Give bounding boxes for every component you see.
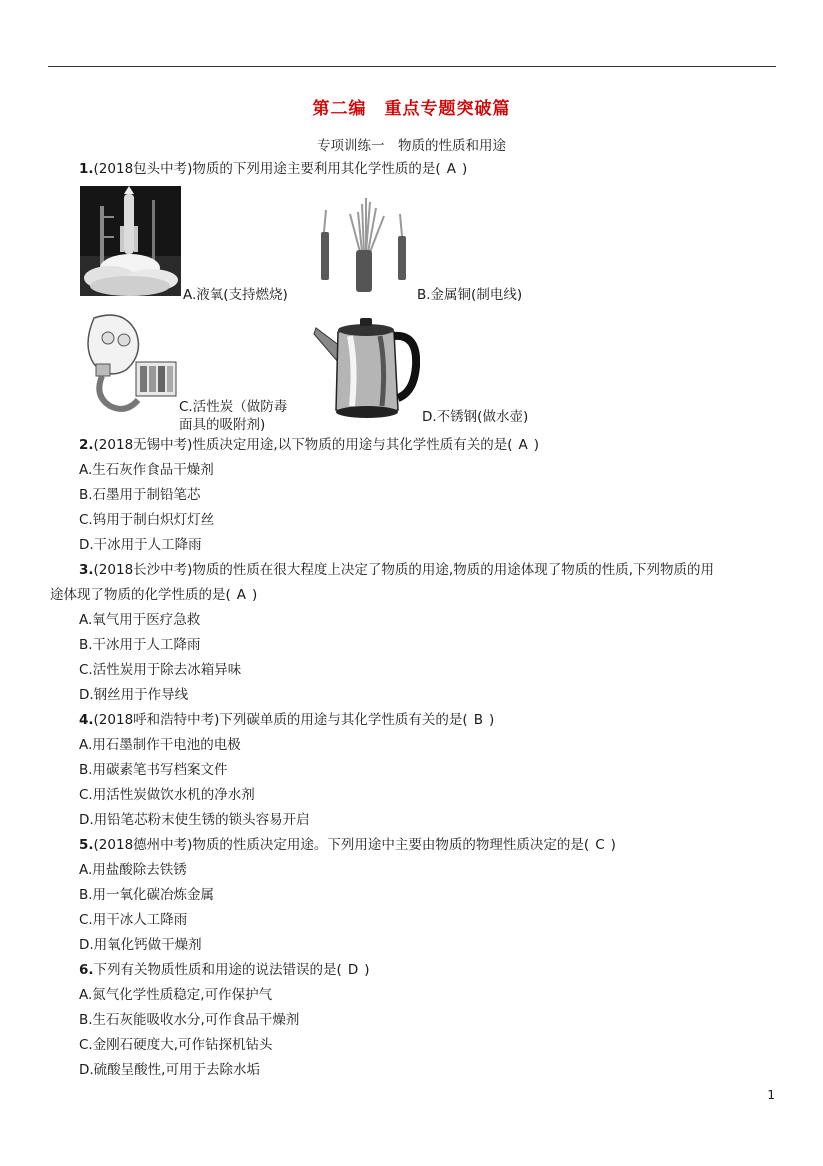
question-number: 5. — [79, 837, 94, 853]
question-2: 2.(2018无锡中考)性质决定用途,以下物质的用途与其化学性质有关的是( A ) — [79, 437, 540, 453]
option: D.用氧化钙做干燥剂 — [79, 937, 202, 953]
option: A.用盐酸除去铁锈 — [79, 862, 187, 878]
option: A.氮气化学性质稳定,可作保护气 — [79, 987, 273, 1003]
answer-letter: A — [518, 437, 528, 453]
option: D.干冰用于人工降雨 — [79, 537, 202, 553]
page-number: 1 — [767, 1088, 775, 1102]
page-title: 第二编 重点专题突破篇 — [312, 99, 511, 119]
option: B.石墨用于制铅笔芯 — [79, 487, 201, 503]
question-text: (2018德州中考)物质的性质决定用途。下列用途中主要由物质的物理性质决定的是( — [93, 837, 590, 853]
header-rule — [48, 66, 776, 67]
question-number: 6. — [79, 962, 94, 978]
option: C.钨用于制白炽灯灯丝 — [79, 512, 215, 528]
question-number: 2. — [79, 437, 94, 453]
copper-wire-image — [314, 192, 414, 296]
caption-c — [179, 398, 287, 434]
option: B.生石灰能吸收水分,可作食品干燥剂 — [79, 1012, 300, 1028]
option: D.硫酸呈酸性,可用于去除水垢 — [79, 1062, 260, 1078]
question-text: (2018包头中考)物质的下列用途主要利用其化学性质的是( — [93, 161, 441, 177]
caption-c-line-2: 面具的吸附剂) — [179, 417, 266, 433]
question-number: 4. — [79, 712, 94, 728]
option: A.用石墨制作干电池的电极 — [79, 737, 241, 753]
rocket-launch-image — [80, 186, 181, 296]
question-text: 下列有关物质性质和用途的说法错误的是( — [93, 962, 342, 978]
question-6: 6.下列有关物质性质和用途的说法错误的是( D ) — [79, 962, 370, 978]
question-number: 1. — [79, 161, 94, 177]
answer-letter: C — [595, 837, 605, 853]
caption-c-line-1: C.活性炭（做防毒 — [179, 399, 288, 415]
option: A.氧气用于医疗急救 — [79, 612, 201, 628]
answer-letter: B — [473, 712, 483, 728]
caption-b: B.金属铜(制电线) — [417, 287, 523, 303]
question-5: 5.(2018德州中考)物质的性质决定用途。下列用途中主要由物质的物理性质决定的是( C ) — [79, 837, 616, 853]
caption-d: D.不锈钢(做水壶) — [422, 409, 529, 425]
question-3-continued: 途体现了物质的化学性质的是( A ) — [50, 587, 258, 603]
answer-letter: D — [347, 962, 359, 978]
kettle-image — [310, 306, 420, 424]
option: D.用铅笔芯粉末使生锈的锁头容易开启 — [79, 812, 310, 828]
option: D.钢丝用于作导线 — [79, 687, 189, 703]
question-1: 1.(2018包头中考)物质的下列用途主要利用其化学性质的是( A ) — [79, 161, 468, 177]
section-subtitle: 专项训练一 物质的性质和用途 — [317, 138, 506, 154]
option: B.用碳素笔书写档案文件 — [79, 762, 228, 778]
question-3 — [79, 561, 714, 579]
option: C.活性炭用于除去冰箱异味 — [79, 662, 242, 678]
option: A.生石灰作食品干燥剂 — [79, 462, 214, 478]
option: C.金刚石硬度大,可作钻探机钻头 — [79, 1037, 273, 1053]
answer-letter: A — [446, 161, 456, 177]
option: B.干冰用于人工降雨 — [79, 637, 201, 653]
caption-a: A.液氧(支持燃烧) — [183, 287, 288, 303]
gas-mask-image — [80, 310, 182, 414]
question-text: (2018长沙中考)物质的性质在很大程度上决定了物质的用途,物质的用途体现了物质的性质,下列物质的用 — [93, 562, 715, 578]
question-text: (2018呼和浩特中考)下列碳单质的用途与其化学性质有关的是( — [93, 712, 468, 728]
option: B.用一氧化碳冶炼金属 — [79, 887, 215, 903]
question-number: 3. — [79, 562, 94, 578]
question-4: 4.(2018呼和浩特中考)下列碳单质的用途与其化学性质有关的是( B ) — [79, 712, 495, 728]
option: C.用干冰人工降雨 — [79, 912, 188, 928]
question-text: (2018无锡中考)性质决定用途,以下物质的用途与其化学性质有关的是( — [93, 437, 513, 453]
answer-letter: A — [236, 587, 247, 603]
option: C.用活性炭做饮水机的净水剂 — [79, 787, 255, 803]
question-text: 途体现了物质的化学性质的是( — [50, 587, 231, 603]
